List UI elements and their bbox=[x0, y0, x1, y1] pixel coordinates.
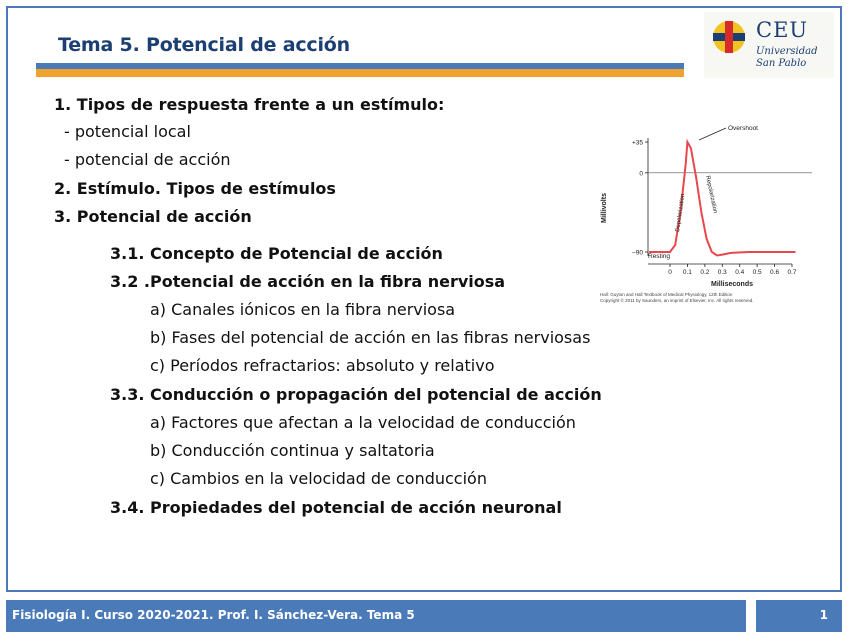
footer-text: Fisiología I. Curso 2020-2021. Prof. I. Sánchez-Vera. Tema 5 bbox=[12, 608, 415, 622]
outline-item: 3.4. Propiedades del potencial de acción neuronal bbox=[110, 498, 562, 517]
annotation-resting: Resting bbox=[648, 253, 671, 260]
annotation-overshoot: Overshoot bbox=[728, 125, 758, 132]
y-tick-label: +35 bbox=[631, 139, 643, 147]
logo-line-1: Universidad bbox=[756, 46, 818, 57]
outline-item: b) Conducción continua y saltatoria bbox=[150, 441, 435, 460]
x-tick-label: 0 bbox=[668, 269, 672, 276]
x-tick-label: 0.4 bbox=[735, 269, 745, 276]
logo-line-2: San Pablo bbox=[756, 58, 807, 69]
outline-item: 3.3. Conducción o propagación del potencial de acción bbox=[110, 385, 602, 404]
outline-item: 2. Estímulo. Tipos de estímulos bbox=[54, 179, 336, 198]
outline-item: c) Períodos refractarios: absoluto y relativo bbox=[150, 356, 495, 375]
outline-item: 3.2 .Potencial de acción en la fibra nerviosa bbox=[110, 272, 506, 291]
outline-item: a) Canales iónicos en la fibra nerviosa bbox=[150, 300, 456, 319]
outline-item: 3.1. Concepto de Potencial de acción bbox=[110, 244, 443, 263]
x-tick-label: 0.6 bbox=[770, 269, 780, 276]
annotation-repolarization: Repolarization bbox=[704, 175, 718, 214]
y-tick-label: −90 bbox=[631, 249, 643, 257]
logo-ceu-text: CEU bbox=[756, 18, 809, 42]
series-line bbox=[649, 142, 795, 256]
action-potential-chart bbox=[596, 120, 828, 310]
y-tick-label: 0 bbox=[639, 170, 643, 178]
footer-bar bbox=[6, 600, 746, 632]
x-tick-label: 0.3 bbox=[717, 269, 727, 276]
outline-item: - potencial local bbox=[64, 122, 191, 141]
slide-title: Tema 5. Potencial de acción bbox=[58, 34, 350, 56]
y-axis-label: Millivolts bbox=[601, 193, 608, 223]
chart-caption-2: Copyright © 2011 by Saunders, an imprint of Elsevier, Inc. All rights reserved. bbox=[600, 298, 754, 303]
outline-item: c) Cambios en la velocidad de conducción bbox=[150, 469, 487, 488]
page-number: 1 bbox=[819, 608, 828, 622]
x-tick-label: 0.2 bbox=[700, 269, 710, 276]
x-axis-label: Milliseconds bbox=[710, 281, 754, 288]
chart-caption-1: Hall: Guyton and Hall Textbook of Medical Physiology, 12th Edition bbox=[600, 292, 733, 297]
x-tick-label: 0.1 bbox=[682, 269, 692, 276]
page-number-box bbox=[756, 600, 842, 632]
annotation-depolarization: Depolarization bbox=[675, 193, 687, 233]
outline-item: - potencial de acción bbox=[64, 150, 231, 169]
x-tick-label: 0.7 bbox=[787, 269, 797, 276]
overshoot-arrow bbox=[699, 128, 726, 140]
outline-item: b) Fases del potencial de acción en las fibras nerviosas bbox=[150, 328, 591, 347]
outline-item: 1. Tipos de respuesta frente a un estímulo: bbox=[54, 95, 445, 114]
outline-item: 3. Potencial de acción bbox=[54, 207, 252, 226]
x-tick-label: 0.5 bbox=[752, 269, 762, 276]
outline-item: a) Factores que afectan a la velocidad de conducción bbox=[150, 413, 576, 432]
